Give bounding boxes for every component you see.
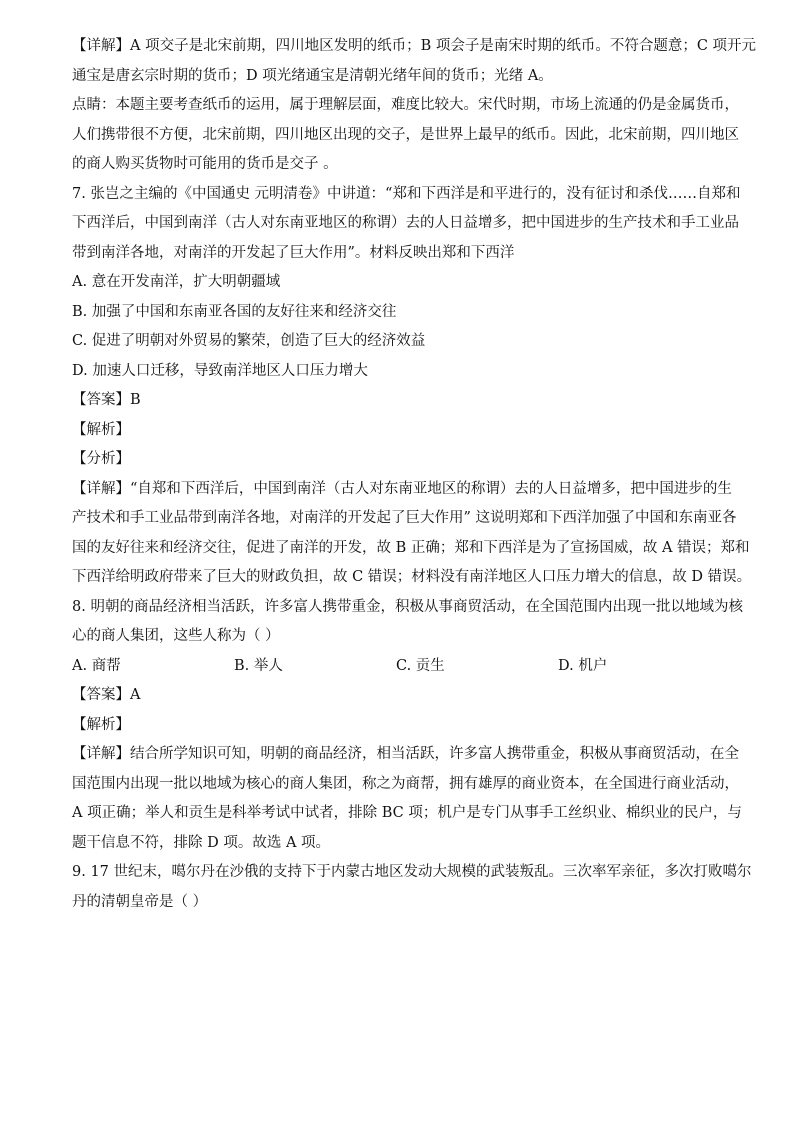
q8-option-c: C. 贡生 (396, 657, 445, 674)
q8-option-b: B. 举人 (234, 657, 283, 674)
q7-analysis-heading: 【解析】 (72, 421, 130, 438)
q7-option-d: D. 加速人口迁移，导致南洋地区人口压力增大 (72, 362, 368, 379)
text-line: 点睛：本题主要考查纸币的运用，属于理解层面，难度比较大。宋代时期，市场上流通的仍是金属货币， (72, 97, 739, 113)
q7-explanation-line: 下西洋给明政府带来了巨大的财政负担，故 C 错误；材料没有南洋地区人口压力增大的信息，故 D 错误。 (72, 569, 752, 585)
q7-explanation-line: 产技术和手工业品带到南洋各地，对南洋的开发起了巨大作用” 这说明郑和下西洋加强了中国和东南亚各 (72, 510, 737, 526)
question-7-line: 7. 张岂之主编的《中国通史 元明清卷》中讲道：“郑和下西洋是和平进行的，没有征讨和杀伐……自郑和 (72, 185, 741, 202)
q7-explanation-line: 【详解】“自郑和下西洋后，中国到南洋（古人对东南亚地区的称谓）去的人日益增多，把中国进步的生 (72, 480, 732, 497)
q7-option-c: C. 促进了明朝对外贸易的繁荣，创造了巨大的经济效益 (72, 333, 426, 349)
q8-explanation-line: A 项正确；举人和贡生是科举考试中试者，排除 BC 项；机户是专门从事手工丝织业、棉织业的民户，与 (72, 805, 742, 821)
q8-options (72, 652, 724, 682)
q7-option-a: A. 意在开发南洋，扩大明朝疆域 (72, 274, 281, 290)
question-7-line: 下西洋后，中国到南洋（古人对东南亚地区的称谓）去的人日益增多，把中国进步的生产技术和手工业品 (72, 215, 739, 231)
question-9-line: 9. 17 世纪末，噶尔丹在沙俄的支持下于内蒙古地区发动大规模的武装叛乱。三次率军亲征，多次打败噶尔 (72, 864, 752, 880)
question-7-line: 带到南洋各地，对南洋的开发起了巨大作用”。材料反映出郑和下西洋 (72, 244, 515, 261)
q7-answer: 【答案】B (72, 392, 141, 408)
q7-fenxi-heading: 【分析】 (72, 451, 130, 467)
text-line: 的商人购买货物时可能用的货币是交子 。 (72, 156, 338, 172)
q8-explanation-line: 国范围内出现一批以地域为核心的商人集团，称之为商帮，拥有雄厚的商业资本，在全国进行商业活动， (72, 775, 739, 792)
document-page (72, 32, 757, 917)
q8-analysis-heading: 【解析】 (72, 716, 130, 733)
q8-explanation-line: 【详解】结合所学知识可知，明朝的商品经济，相当活跃，许多富人携带重金，积极从事商贸活动，在全 (72, 746, 739, 762)
q7-option-b: B. 加强了中国和东南亚各国的友好往来和经济交往 (72, 303, 397, 320)
text-line: 通宝是唐玄宗时期的货币；D 项光绪通宝是清朝光绪年间的货币；光绪 A。 (72, 67, 553, 84)
text-line: 【详解】A 项交子是北宋前期，四川地区发明的纸币；B 项会子是南宋时期的纸币。不符合题意；C 项开元 (72, 38, 757, 54)
q8-option-d: D. 机户 (558, 657, 608, 674)
q8-answer: 【答案】A (72, 687, 141, 703)
text-line: 人们携带很不方便，北宋前期，四川地区出现的交子，是世界上最早的纸币。因此，北宋前期，四川地区 (72, 126, 739, 143)
question-8-line: 心的商人集团，这些人称为（ ） (72, 628, 280, 644)
q8-explanation-line: 题干信息不符，排除 D 项。故选 A 项。 (72, 834, 331, 851)
q7-explanation-line: 国的友好往来和经济交往，促进了南洋的开发，故 B 正确；郑和下西洋是为了宣扬国威，故 A 错误；郑和 (72, 539, 750, 556)
q8-option-a: A. 商帮 (72, 657, 121, 674)
question-9-line: 丹的清朝皇帝是（ ） (72, 893, 208, 910)
question-8-line: 8. 明朝的商品经济相当活跃，许多富人携带重金，积极从事商贸活动，在全国范围内出现一批以地域为核 (72, 598, 743, 615)
